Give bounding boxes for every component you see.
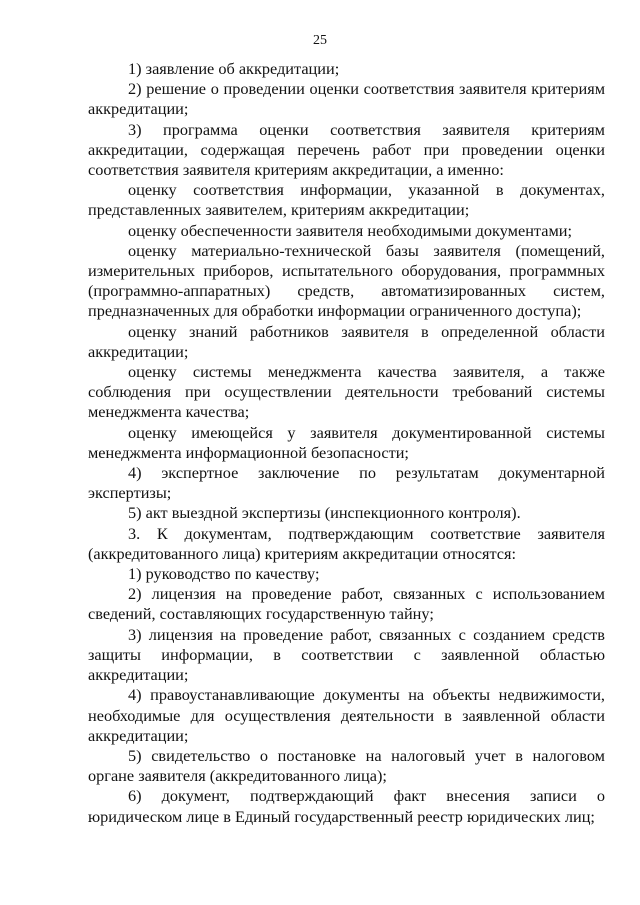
paragraph-doc-2: 2) лицензия на проведение работ, связанных с использованием сведений, составляющих государственную тайну; — [88, 584, 605, 624]
paragraph-assessment-documents: оценку обеспеченности заявителя необходимыми документами; — [128, 220, 572, 240]
paragraph-item-1: 1) заявление об аккредитации; — [128, 59, 340, 78]
document-body — [88, 59, 605, 827]
paragraph-item-4: 4) экспертное заключение по результатам документарной экспертизы; — [88, 463, 605, 503]
paragraph-section-3: 3. К документам, подтверждающим соответствие заявителя (аккредитованного лица) критериям аккредитации относятся: — [88, 523, 605, 563]
paragraph-doc-5: 5) свидетельство о постановке на налоговый учет в налоговом органе заявителя (аккредитованного лица); — [88, 745, 605, 786]
paragraph-item-3: 3) программа оценки соответствия заявителя критериям аккредитации, содержащая перечень работ при проведении оценки соответствия заявителя критериям аккредитации, а именно: — [88, 119, 605, 180]
paragraph-item-5: 5) акт выездной экспертизы (инспекционного контроля). — [128, 503, 521, 523]
paragraph-assessment-material-base: оценку материально-технической базы заявителя (помещений, измерительных приборов, испытательного оборудования, программных (программно-аппаратных) средств, автоматизированных систем, предназначенных для обработки информации ограниченного доступа); — [88, 240, 605, 321]
paragraph-doc-4: 4) правоустанавливающие документы на объекты недвижимости, необходимые для осуществления деятельности в заявленной области аккредитации; — [88, 685, 605, 745]
paragraph-assessment-infosec: оценку имеющейся у заявителя документированной системы менеджмента информационной безопасности; — [88, 422, 605, 462]
paragraph-doc-6: 6) документ, подтверждающий факт внесения записи о юридическом лице в Единый государственный реестр юридических лиц; — [88, 786, 605, 826]
paragraph-assessment-staff: оценку знаний работников заявителя в определенной области аккредитации; — [88, 321, 605, 361]
paragraph-doc-1: 1) руководство по качеству; — [128, 564, 320, 584]
paragraph-assessment-info: оценку соответствия информации, указанной в документах, представленных заявителем, критериям аккредитации; — [88, 180, 605, 220]
page-number: 25 — [313, 33, 327, 48]
paragraph-assessment-quality: оценку системы менеджмента качества заявителя, а также соблюдения при осуществлении деятельности требований системы менеджмента качества; — [88, 362, 605, 422]
paragraph-doc-3: 3) лицензия на проведение работ, связанных с созданием средств защиты информации, в соответствии с заявленной областью аккредитации; — [88, 624, 605, 685]
paragraph-item-2: 2) решение о проведении оценки соответствия заявителя критериям аккредитации; — [88, 79, 605, 119]
